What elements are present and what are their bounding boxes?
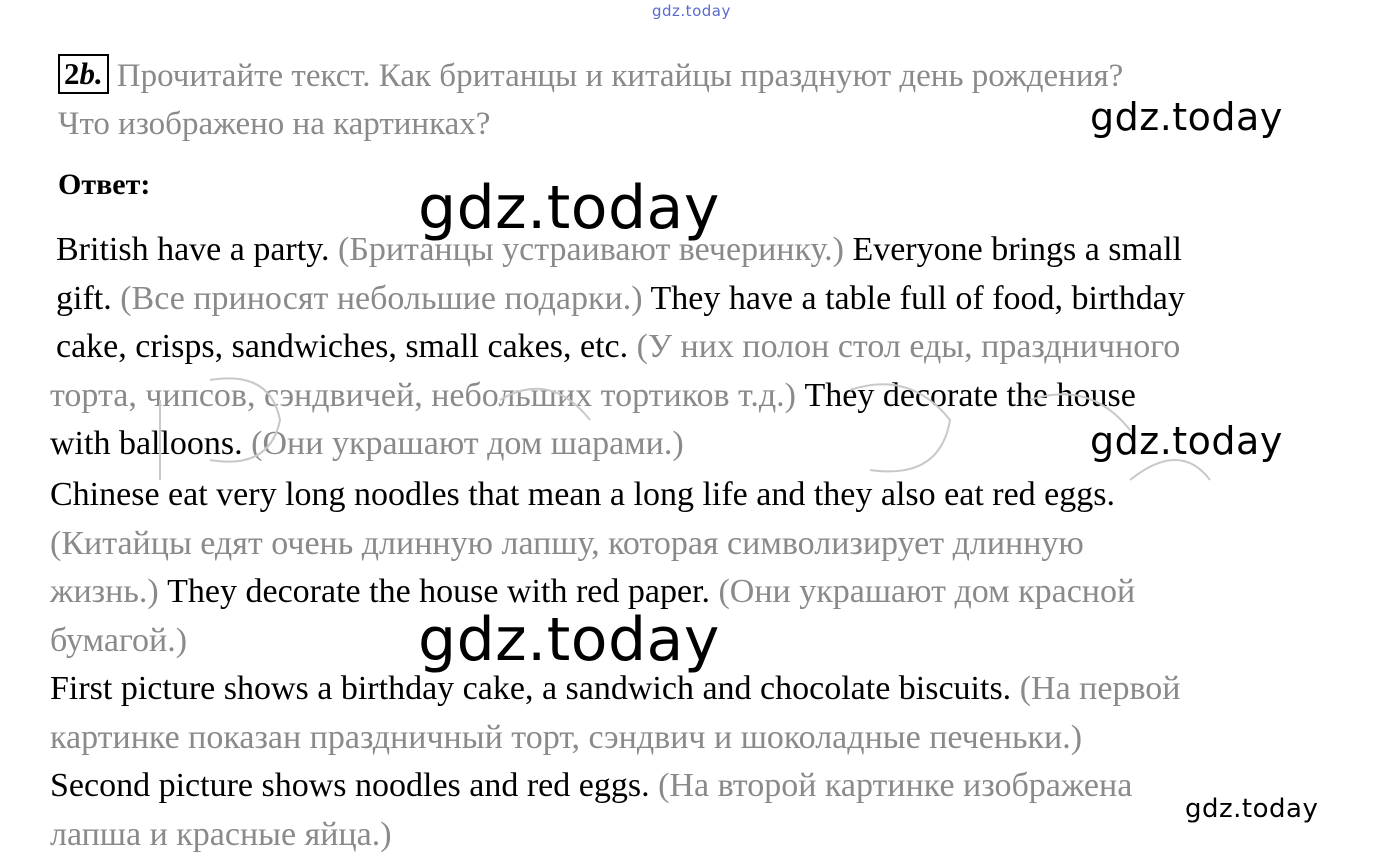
task-letter: b.	[79, 56, 103, 91]
watermark: gdz.today	[1090, 95, 1283, 139]
answer-label: Ответ:	[58, 168, 151, 201]
english-text: They have a table full of food, birthday	[650, 279, 1185, 317]
russian-translation: (Китайцы едят очень длинную лапшу, которая символизирует длинную	[50, 524, 1084, 562]
text-line	[50, 420, 1185, 469]
russian-translation: (На первой	[1019, 670, 1181, 707]
english-text: Second picture shows noodles and red eggs.	[50, 767, 659, 804]
watermark: gdz.today	[1090, 419, 1283, 463]
russian-translation: (Они украшают дом шарами.)	[251, 425, 684, 462]
english-text: They decorate the house	[804, 376, 1136, 414]
russian-translation: (Британцы устраивают вечеринку.)	[338, 231, 853, 268]
watermark: gdz.today	[418, 173, 720, 243]
answer-paragraph-british	[50, 226, 1185, 469]
answer-paragraph-chinese	[50, 471, 1135, 665]
task-number-box	[58, 54, 109, 94]
text-line	[56, 323, 1185, 372]
english-text: cake, crisps, sandwiches, small cakes, etc.	[56, 328, 637, 365]
answer-paragraph-second-picture	[50, 762, 1132, 859]
russian-translation: торта, чипсов, сэндвичей, небольших тортиков т.д.)	[50, 376, 805, 414]
text-line	[50, 568, 1135, 617]
english-text: Chinese eat very long noodles that mean a long life and they also eat red eggs.	[50, 476, 1116, 513]
text-line	[50, 714, 1180, 763]
english-text: Everyone brings a small	[852, 231, 1182, 268]
text-line	[50, 520, 1135, 569]
task-text-line2: Что изображено на картинках?	[58, 106, 491, 142]
text-line	[50, 665, 1180, 714]
text-line	[50, 617, 1135, 666]
english-text: gift.	[56, 279, 121, 317]
russian-translation: (У них полон стол еды, праздничного	[636, 328, 1181, 365]
text-line	[50, 762, 1132, 811]
text-line	[50, 471, 1135, 520]
task-text-line1: Прочитайте текст. Как британцы и китайцы празднуют день рождения?	[116, 58, 1124, 94]
text-line	[50, 811, 1132, 860]
russian-translation: лапша и красные яйца.)	[50, 815, 392, 853]
russian-translation: (Они украшают дом красной	[718, 573, 1136, 610]
russian-translation: (Все приносят небольшие подарки.)	[120, 279, 651, 317]
watermark-top: gdz.today	[652, 2, 731, 20]
answer-paragraph-first-picture	[50, 665, 1180, 762]
russian-translation: жизнь.)	[50, 573, 168, 610]
russian-translation: картинке показан праздничный торт, сэндвич и шоколадные печеньки.)	[50, 718, 1083, 756]
task-heading	[58, 52, 1358, 148]
russian-translation: бумагой.)	[50, 621, 188, 659]
english-text: First picture shows a birthday cake, a sandwich and chocolate biscuits.	[50, 670, 1020, 707]
english-text: They decorate the house with red paper.	[167, 573, 719, 610]
english-text: British have a party.	[56, 231, 338, 268]
text-line	[50, 372, 1185, 421]
text-line	[56, 226, 1185, 275]
task-number: 2	[64, 56, 80, 91]
watermark: gdz.today	[418, 605, 720, 675]
russian-translation: (На второй картинке изображена	[658, 767, 1133, 804]
english-text: with balloons.	[50, 425, 252, 462]
watermark: gdz.today	[1185, 794, 1319, 824]
text-line	[56, 275, 1185, 324]
